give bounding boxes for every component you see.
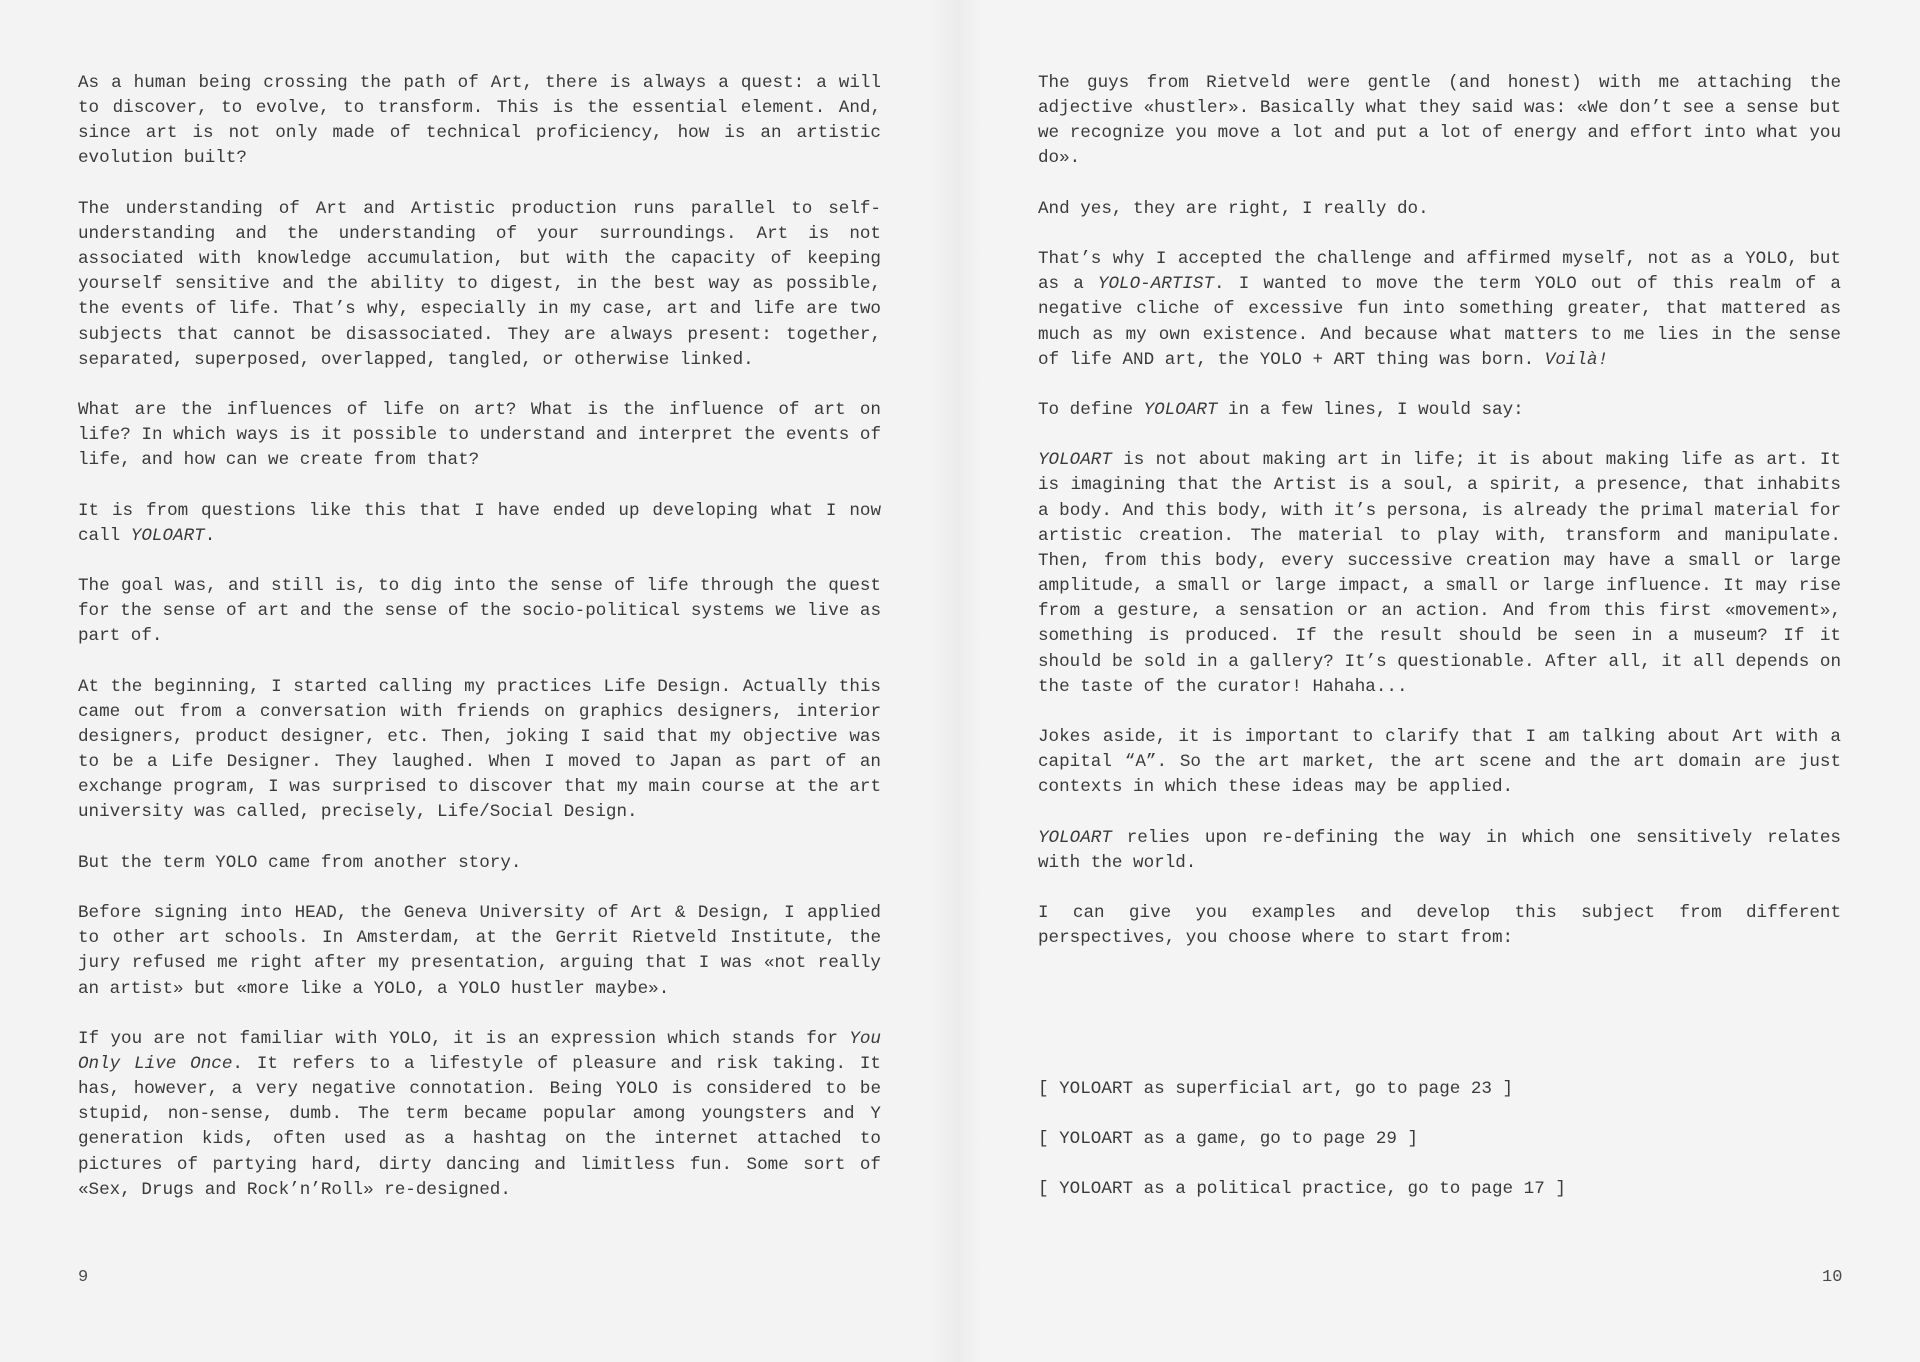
right-paragraph-3-voila: Voilà! [1544,349,1609,370]
right-paragraph-8: I can give you examples and develop this subject from different perspectives, you choose where to start from: [1038,903,1841,949]
right-paragraph-7-text: relies upon re-defining the way in which one sensitively relates with the world. [1038,827,1841,873]
left-paragraph-9-text: If you are not familiar with YOLO, it is an expression which stands for [78,1028,850,1049]
right-paragraph-5-text: is not about making art in life; it is about making life as art. It is imagining that the Artist is a soul, a spirit, a presence, that inhabits a body. And this body, with it’s persona, is already the primal material for artistic creation. The material to play with, transform and manipulate. Then, from this body, every successive creation may have a small or large amplitude, a small or large impact, a small or large influence. It may rise from a gesture, a sensation or an action. And from this first «movement», something is produced. If the result should be seen in a museum? If it should be sold in a gallery? It’s questionable. After all, it all depends on the taste of the curator! Hahaha... [1038,450,1841,697]
left-paragraph-4 [78,499,881,549]
link-political-practice[interactable]: [ YOLOART as a political practice, go to page 17 ] [1038,1179,1566,1200]
right-paragraph-3-middle: . I wanted to move the term YOLO out of this realm of a negative cliche of excessive fun into something greater, that mattered as much as my own existence. And because what matters to me lies in the sense of life AND art, the YOLO + ART thing was born. [1038,274,1841,370]
page-number-left: 9 [78,1268,89,1287]
right-paragraph-4-end: in a few lines, I would say: [1217,399,1524,420]
left-paragraph-3: What are the influences of life on art? What is the influence of art on life? In which ways is it possible to understand and interpret the events of life, and how can we create from that? [78,400,881,471]
page-number-right: 10 [1822,1268,1843,1287]
left-paragraph-5: The goal was, and still is, to dig into the sense of life through the quest for the sense of art and the sense of the socio-political systems we live as part of. [78,576,881,647]
right-paragraph-4 [1038,398,1841,423]
left-paragraph-9-end: . It refers to a lifestyle of pleasure and risk taking. It has, however, a very negative connotation. Being YOLO is considered to be stupid, non-sense, dumb. The term became popular among youngsters and Y generation kids, often used as a hashtag on the internet attached to pictures of partying hard, dirty dancing and limitless fun. Some sort of «Sex, Drugs and Rock’n’Roll» re-designed. [78,1053,881,1200]
right-paragraph-7-emphasis: YOLOART [1038,827,1112,848]
right-paragraph-4-text: To define [1038,399,1144,420]
right-paragraph-5-emphasis: YOLOART [1038,450,1112,471]
right-paragraph-3 [1038,247,1841,373]
left-paragraph-9 [78,1027,881,1203]
left-paragraph-4-text: It is from questions like this that I have ended up developing what I now call [78,500,881,546]
left-paragraph-4-end: . [204,525,216,546]
right-page-body [1038,71,1841,1227]
left-paragraph-8: Before signing into HEAD, the Geneva University of Art & Design, I applied to other art schools. In Amsterdam, at the Gerrit Rietveld Institute, the jury refused me right after my presentation, arguing that I was «not really an artist» but «more like a YOLO, a YOLO hustler maybe». [78,903,881,999]
link-superficial-art[interactable]: [ YOLOART as superficial art, go to page 23 ] [1038,1078,1514,1099]
link-game[interactable]: [ YOLOART as a game, go to page 29 ] [1038,1128,1419,1149]
left-paragraph-2: The understanding of Art and Artistic production runs parallel to self-understanding and the understanding of your surroundings. Art is not associated with knowledge accumulation, but with the capacity of keeping yourself sensitive and the ability to digest, in the best way as possible, the events of life. That’s why, especially in my case, art and life are two subjects that cannot be disassociated. They are always present: together, separated, superposed, overlapped, tangled, or otherwise linked. [78,198,881,370]
right-paragraph-7 [1038,826,1841,876]
right-paragraph-2: And yes, they are right, I really do. [1038,198,1429,219]
left-paragraph-9-emphasis: You Only Live Once [78,1028,881,1074]
right-paragraph-3-emphasis: YOLO-ARTIST [1097,274,1215,295]
right-paragraph-3-text: That’s why I accepted the challenge and affirmed myself, not as a YOLO, but as a [1038,249,1841,295]
right-paragraph-5 [1038,448,1841,700]
right-paragraph-4-emphasis: YOLOART [1143,399,1218,420]
left-paragraph-4-emphasis: YOLOART [130,525,205,546]
left-paragraph-1: As a human being crossing the path of Art, there is always a quest: a will to discover, to evolve, to transform. This is the essential element. And, since art is not only made of technical proficiency, how is an artistic evolution built? [78,73,881,169]
left-paragraph-6: At the beginning, I started calling my practices Life Design. Actually this came out from a conversation with friends on graphics designers, interior designers, product designer, etc. Then, joking I said that my objective was to be a Life Designer. They laughed. When I moved to Japan as part of an exchange program, I was surprised to discover that my main course at the art university was called, precisely, Life/Social Design. [78,676,881,823]
spacer [1038,977,1841,1077]
left-paragraph-7: But the term YOLO came from another story. [78,852,522,873]
right-paragraph-6: Jokes aside, it is important to clarify that I am talking about Art with a capital “A”. So the art market, the art scene and the art domain are just contexts in which these ideas may be applied. [1038,726,1841,798]
right-paragraph-1: The guys from Rietveld were gentle (and honest) with me attaching the adjective «hustler». Basically what they said was: «We don’t see a sense but we recognize you move a lot and put a lot of energy and effort into what you do». [1038,73,1841,169]
left-page-body [78,71,881,1203]
